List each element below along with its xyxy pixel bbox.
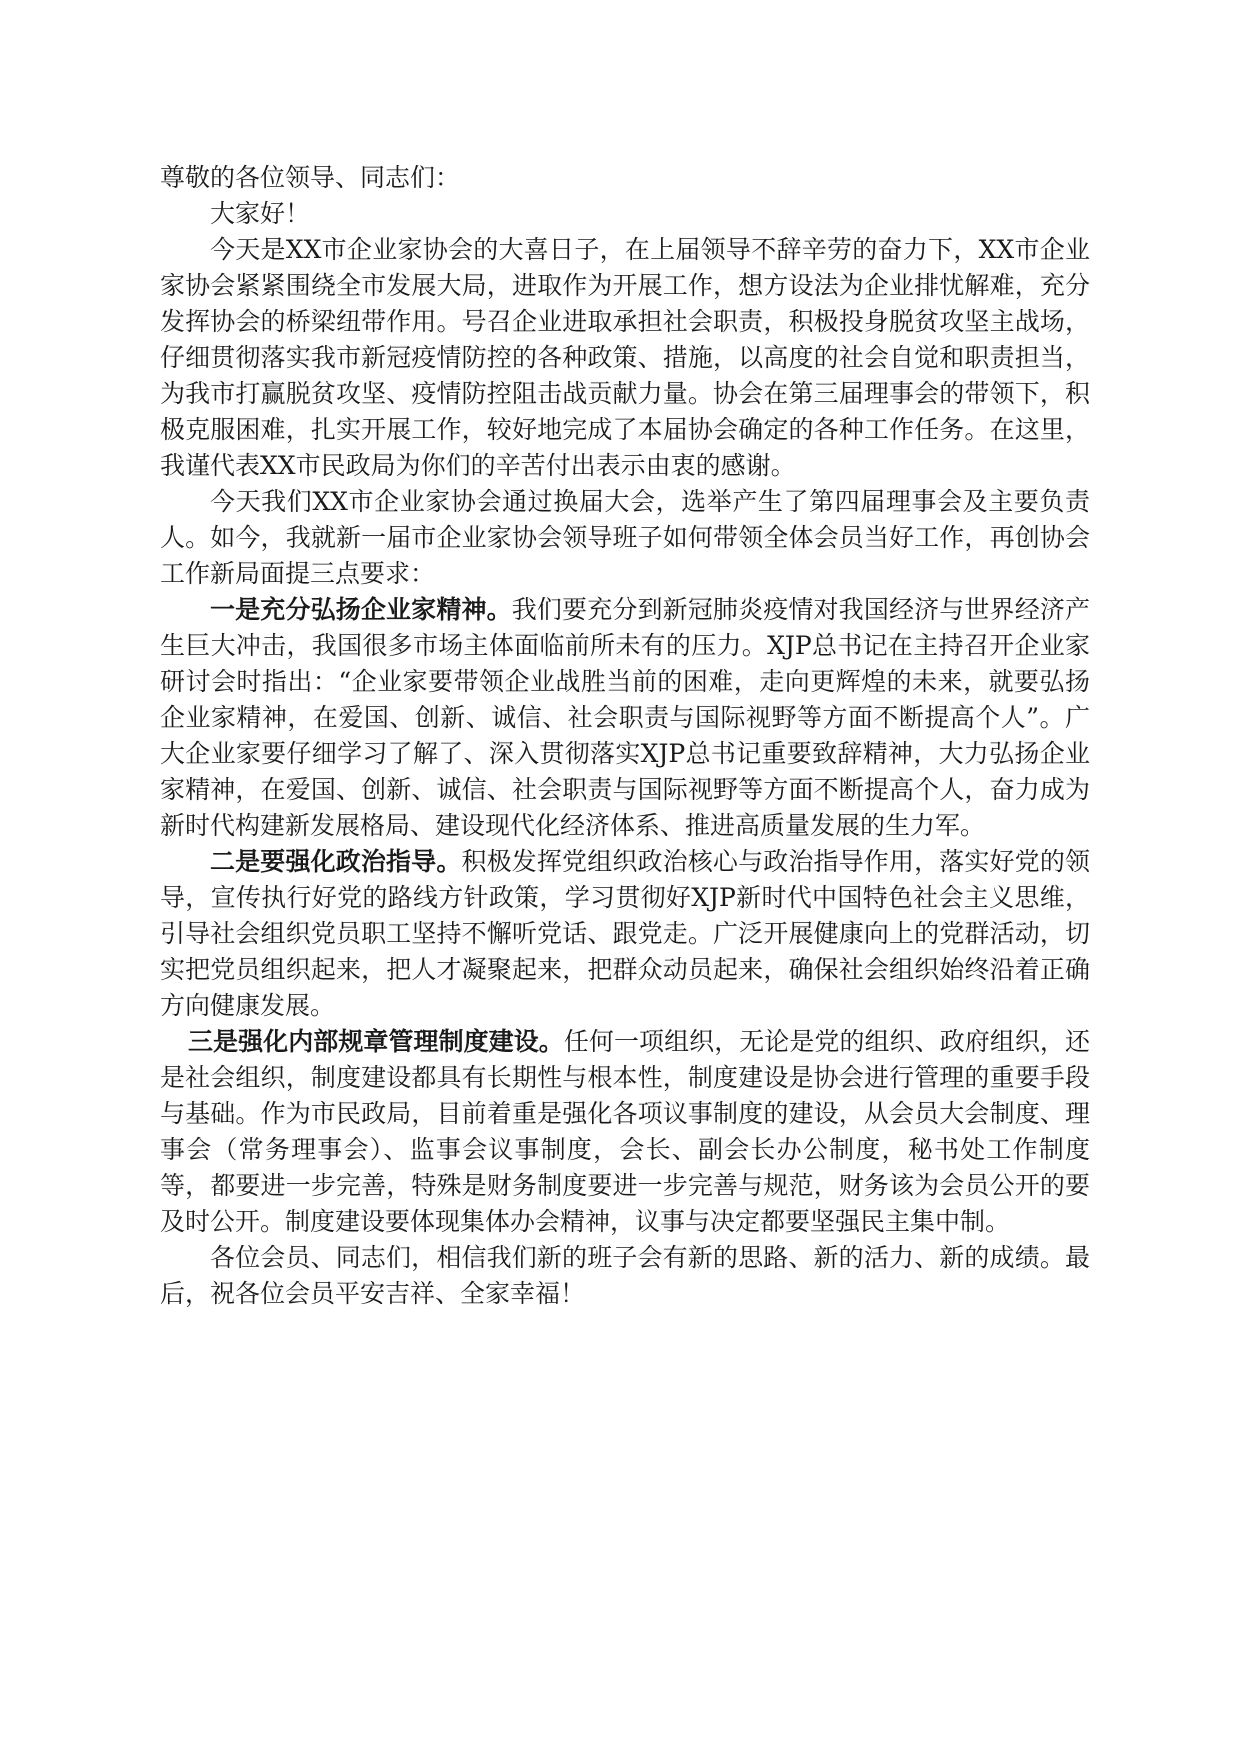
point-three-heading: 三是强化内部规章管理制度建设。 [188,1027,564,1056]
document-body [160,160,1090,1312]
closing-paragraph: 各位会员、同志们，相信我们新的班子会有新的思路、新的活力、新的成绩。最后，祝各位会员平安吉祥、全家幸福！ [160,1243,1090,1308]
point-three-body: 任何一项组织，无论是党的组织、政府组织，还是社会组织，制度建设都具有长期性与根本性，制度建设是协会进行管理的重要手段与基础。作为市民政局，目前着重是强化各项议事制度的建设，从会员大会制度、理事会（常务理事会）、监事会议事制度，会长、副会长办公制度，秘书处工作制度等，都要进一步完善，特殊是财务制度要进一步完善与规范，财务该为会员公开的要及时公开。制度建设要体现集体办会精神，议事与决定都要坚强民主集中制。 [160,1027,1090,1236]
point-one [160,592,1090,844]
paragraph-intro: 今天是XX市企业家协会的大喜日子，在上届领导不辞辛劳的奋力下，XX市企业家协会紧紧围绕全市发展大局，进取作为开展工作，想方设法为企业排忧解难，充分发挥协会的桥梁纽带作用。号召企业进取承担社会职责，积极投身脱贫攻坚主战场，仔细贯彻落实我市新冠疫情防控的各种政策、措施，以高度的社会自觉和职责担当，为我市打赢脱贫攻坚、疫情防控阻击战贡献力量。协会在第三届理事会的带领下，积极克服困难，扎实开展工作，较好地完成了本届协会确定的各种工作任务。在这里，我谨代表XX市民政局为你们的辛苦付出表示由衷的感谢。 [160,235,1090,480]
salutation: 尊敬的各位领导、同志们： [160,163,461,192]
point-one-body: 我们要充分到新冠肺炎疫情对我国经济与世界经济产生巨大冲击，我国很多市场主体面临前所未有的压力。XJP总书记在主持召开企业家研讨会时指出：“企业家要带领企业战胜当前的困难，走向更辉煌的未来，就要弘扬企业家精神，在爱国、创新、诚信、社会职责与国际视野等方面不断提高个人”。广大企业家要仔细学习了解了、深入贯彻落实XJP总书记重要致辞精神，大力弘扬企业家精神，在爱国、创新、诚信、社会职责与国际视野等方面不断提高个人，奋力成为新时代构建新发展格局、建设现代化经济体系、推进高质量发展的生力军。 [160,595,1090,840]
paragraph-election: 今天我们XX市企业家协会通过换届大会，选举产生了第四届理事会及主要负责人。如今，我就新一届市企业家协会领导班子如何带领全体会员当好工作，再创协会工作新局面提三点要求： [160,487,1090,588]
greeting: 大家好！ [210,199,311,228]
point-three [160,1024,1090,1240]
point-one-heading: 一是充分弘扬企业家精神。 [210,595,512,624]
point-two-heading: 二是要强化政治指导。 [210,847,462,876]
point-two-body: 积极发挥党组织政治核心与政治指导作用，落实好党的领导，宣传执行好党的路线方针政策，学习贯彻好XJP新时代中国特色社会主义思维，引导社会组织党员职工坚持不懈听党话、跟党走。广泛开展健康向上的党群活动，切实把党员组织起来，把人才凝聚起来，把群众动员起来，确保社会组织始终沿着正确方向健康发展。 [160,847,1090,1020]
point-two [160,844,1090,1024]
